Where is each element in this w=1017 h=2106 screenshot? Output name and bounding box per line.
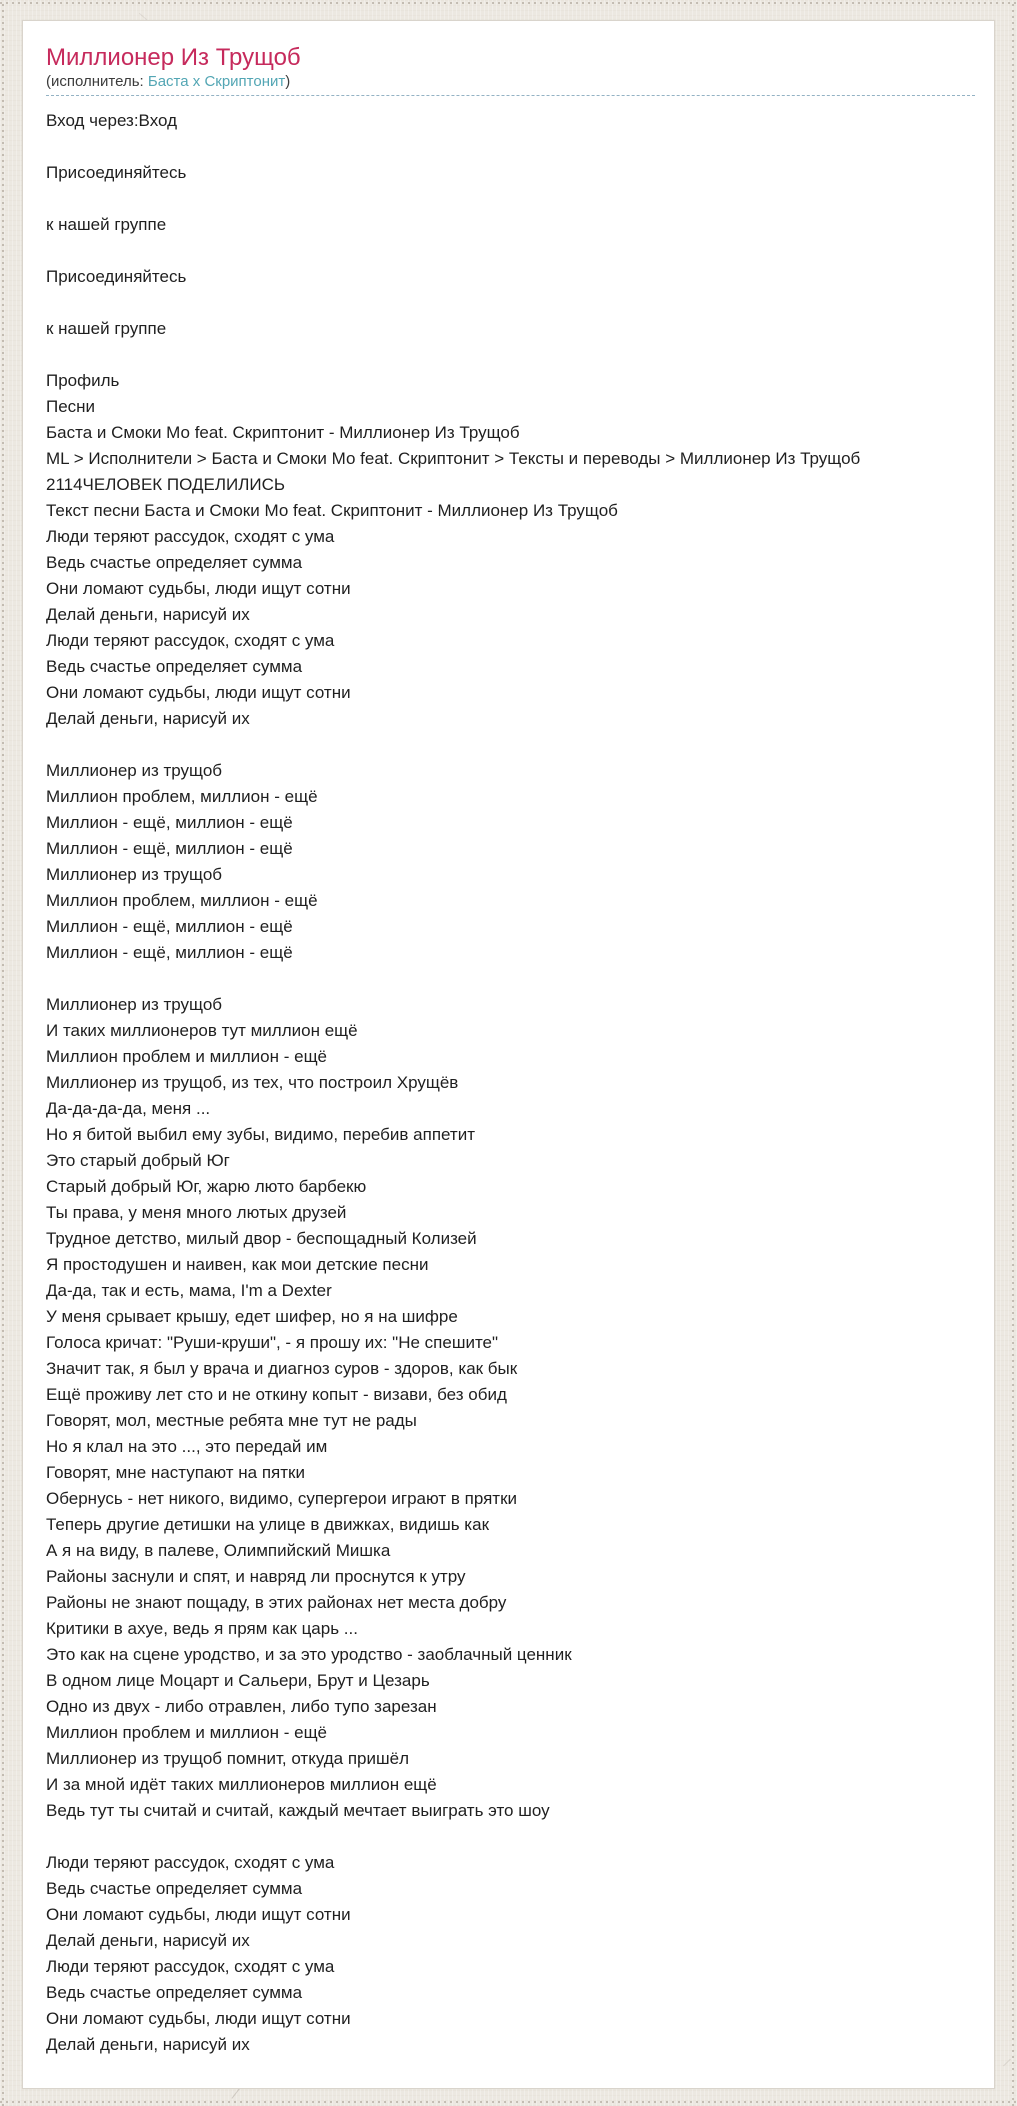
content-lines — [46, 108, 994, 2058]
nav-link-line[interactable]: Баста и Смоки Мо feat. Скриптонит - Миллионер Из Трущоб — [46, 423, 520, 442]
blank-line — [46, 238, 994, 264]
lyric-line: Да-да-да-да, меня ... — [46, 1099, 211, 1118]
lyric-line: Они ломают судьбы, люди ищут сотни — [46, 683, 351, 702]
lyric-line: Говорят, мне наступают на пятки — [46, 1463, 305, 1482]
content-panel — [22, 20, 995, 2089]
nav-link-line[interactable]: к нашей группе — [46, 319, 167, 338]
lyric-line: И за мной идёт таких миллионеров миллион ещё — [46, 1775, 437, 1794]
lyric-line: Делай деньги, нарисуй их — [46, 1931, 250, 1950]
lyric-line: Делай деньги, нарисуй их — [46, 709, 250, 728]
lyric-line: Ведь счастье определяет сумма — [46, 1983, 303, 2002]
blank-line — [46, 134, 994, 160]
lyric-line: Районы заснули и спят, и навряд ли проснутся к утру — [46, 1567, 466, 1586]
lyric-line: Это старый добрый Юг — [46, 1151, 230, 1170]
lyric-line: Они ломают судьбы, люди ищут сотни — [46, 2009, 351, 2028]
lyrics-heading: Текст песни Баста и Смоки Мо feat. Скриптонит - Миллионер Из Трущоб — [46, 501, 618, 520]
lyric-line: Делай деньги, нарисуй их — [46, 2035, 250, 2054]
nav-link-line[interactable]: Присоединяйтесь — [46, 163, 187, 182]
lyric-line: Они ломают судьбы, люди ищут сотни — [46, 1905, 351, 1924]
stitched-border-top — [0, 2, 1017, 4]
breadcrumb[interactable]: ML > Исполнители > Баста и Смоки Мо feat. Скриптонит > Тексты и переводы > Миллионер Из Трущоб — [46, 449, 861, 468]
lyric-line: Да-да, так и есть, мама, I'm a Dexter — [46, 1281, 332, 1300]
artist-line — [46, 73, 975, 91]
blank-line — [46, 1824, 994, 1850]
lyric-line: Делай деньги, нарисуй их — [46, 605, 250, 624]
lyric-line: Теперь другие детишки на улице в движках, видишь как — [46, 1515, 490, 1534]
lyric-line: Люди теряют рассудок, сходят с ума — [46, 1957, 335, 1976]
blank-line — [46, 342, 994, 368]
lyric-line: Миллионер из трущоб — [46, 865, 223, 884]
nav-link-line[interactable]: Профиль — [46, 371, 120, 390]
lyric-line: Миллионер из трущоб — [46, 761, 223, 780]
lyric-line: Миллион проблем и миллион - ещё — [46, 1047, 328, 1066]
lyric-line: У меня срывает крышу, едет шифер, но я на шифре — [46, 1307, 458, 1326]
lyric-line: Миллион - ещё, миллион - ещё — [46, 917, 293, 936]
lyric-line: Ведь счастье определяет сумма — [46, 553, 303, 572]
nav-link-line[interactable]: Присоединяйтесь — [46, 267, 187, 286]
lyric-line: Старый добрый Юг, жарю люто барбекю — [46, 1177, 367, 1196]
artist-label-suffix: ) — [285, 73, 291, 90]
lyric-line: Критики в ахуе, ведь я прям как царь ... — [46, 1619, 358, 1638]
artist-link[interactable]: Баста х Скриптонит — [147, 73, 286, 90]
blank-line — [46, 186, 994, 212]
blank-line — [46, 732, 994, 758]
lyric-line: Миллион проблем, миллион - ещё — [46, 787, 318, 806]
nav-link-line[interactable]: Песни — [46, 397, 96, 416]
lyric-line: Районы не знают пощаду, в этих районах нет места добру — [46, 1593, 507, 1612]
lyric-line: Ещё проживу лет сто и не откину копыт - визави, без обид — [46, 1385, 507, 1404]
lyric-line: Они ломают судьбы, люди ищут сотни — [46, 579, 351, 598]
lyric-line: Одно из двух - либо отравлен, либо тупо зарезан — [46, 1697, 437, 1716]
lyric-line: Миллион - ещё, миллион - ещё — [46, 839, 293, 858]
lyric-line: Голоса кричат: "Руши-круши", - я прошу их: "Не спешите" — [46, 1333, 499, 1352]
lyric-line: Люди теряют рассудок, сходят с ума — [46, 631, 335, 650]
lyric-line: Это как на сцене уродство, и за это уродство - заоблачный ценник — [46, 1645, 572, 1664]
lyric-line: А я на виду, в палеве, Олимпийский Мишка — [46, 1541, 391, 1560]
artist-label-prefix: (исполнитель: — [46, 73, 148, 90]
lyric-line: Миллионер из трущоб помнит, откуда пришёл — [46, 1749, 410, 1768]
share-count: 2114ЧЕЛОВЕК ПОДЕЛИЛИСЬ — [46, 475, 286, 494]
lyric-line: Ведь счастье определяет сумма — [46, 657, 303, 676]
lyric-line: Но я битой выбил ему зубы, видимо, перебив аппетит — [46, 1125, 475, 1144]
stitched-border-left — [2, 0, 4, 2106]
stitched-border-bottom — [0, 2101, 1017, 2103]
lyric-line: Миллион проблем и миллион - ещё — [46, 1723, 328, 1742]
song-header — [46, 45, 975, 96]
lyric-line: Обернусь - нет никого, видимо, супергерои играют в прятки — [46, 1489, 518, 1508]
nav-link-line[interactable]: Вход через:Вход — [46, 111, 178, 130]
lyric-line: Я простодушен и наивен, как мои детские песни — [46, 1255, 429, 1274]
lyric-line: Миллионер из трущоб — [46, 995, 223, 1014]
lyric-line: И таких миллионеров тут миллион ещё — [46, 1021, 358, 1040]
lyric-line: Но я клал на это ..., это передай им — [46, 1437, 328, 1456]
lyric-line: Люди теряют рассудок, сходят с ума — [46, 1853, 335, 1872]
lyric-line: Говорят, мол, местные ребята мне тут не рады — [46, 1411, 417, 1430]
lyric-line: В одном лице Моцарт и Сальери, Брут и Цезарь — [46, 1671, 430, 1690]
blank-line — [46, 290, 994, 316]
lyric-line: Миллионер из трущоб, из тех, что построил Хрущёв — [46, 1073, 459, 1092]
nav-link-line[interactable]: к нашей группе — [46, 215, 167, 234]
blank-line — [46, 966, 994, 992]
lyric-line: Люди теряют рассудок, сходят с ума — [46, 527, 335, 546]
page-title: Миллионер Из Трущоб — [46, 44, 301, 71]
lyric-line: Миллион - ещё, миллион - ещё — [46, 813, 293, 832]
stitched-border-right — [1012, 0, 1014, 2106]
lyric-line: Ведь счастье определяет сумма — [46, 1879, 303, 1898]
lyric-line: Трудное детство, милый двор - беспощадный Колизей — [46, 1229, 477, 1248]
paper-crease — [1003, 2059, 1011, 2067]
lyric-line: Ведь тут ты считай и считай, каждый мечтает выиграть это шоу — [46, 1801, 550, 1820]
lyric-line: Миллион проблем, миллион - ещё — [46, 891, 318, 910]
lyric-line: Значит так, я был у врача и диагноз суров - здоров, как бык — [46, 1359, 518, 1378]
lyric-line: Ты права, у меня много лютых друзей — [46, 1203, 347, 1222]
lyric-line: Миллион - ещё, миллион - ещё — [46, 943, 293, 962]
